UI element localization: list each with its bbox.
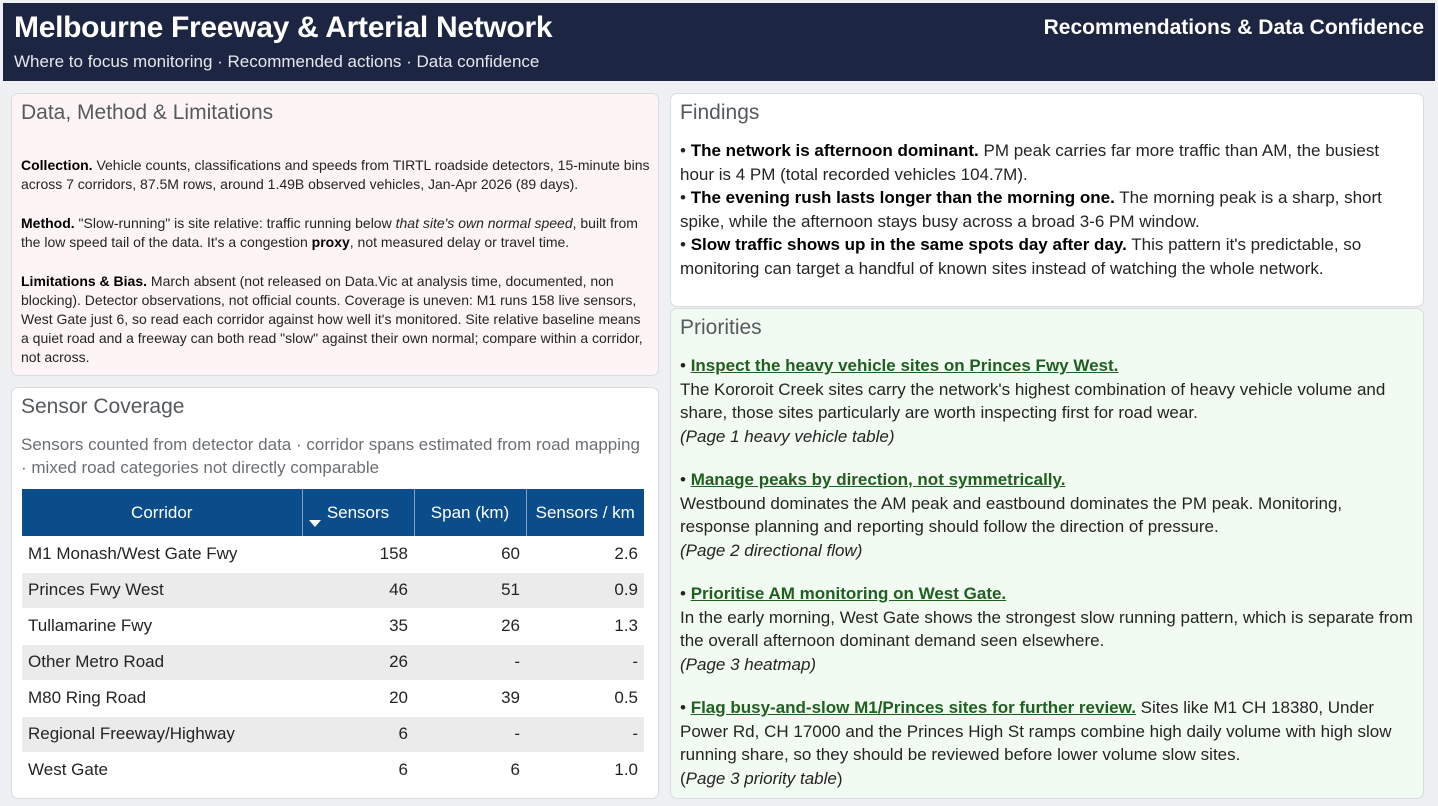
cell-corridor: Princes Fwy West [22,572,302,608]
finding-text: PM peak carries far more traffic than AM, the busiest hour is 4 PM (total recorded vehicles 104.7M). [680,141,1380,184]
finding-headline: The evening rush lasts longer than the morning one. [690,188,1115,207]
method-label: Method. [21,215,75,231]
finding-item [680,186,1415,233]
bullet: • [680,698,691,717]
priority-heading [680,468,1415,492]
cell-sensors: 46 [302,572,414,608]
method-text-bold: proxy [311,234,350,250]
method-paragraph [21,214,651,252]
collection-paragraph [21,156,651,194]
bullet: • [680,356,691,375]
priority-text: The Kororoit Creek sites carry the network's highest combination of heavy vehicle volume and share, those sites particularly are worth inspecting first for road wear. [680,379,1386,422]
priorities-list [680,354,1415,806]
cell-span: 60 [414,536,526,572]
priority-page-reference: (Page 3 heatmap) [680,654,817,674]
sensor-card-title: Sensor Coverage [21,395,185,418]
priority-heading [680,354,1415,378]
cell-sensors-per-km: - [526,716,644,752]
collection-text: Vehicle counts, classifications and speeds from TIRTL roadside detectors, 15-minute bins across 7 corridors, 87.5M rows, around 1.49B observed vehicles, Jan-Apr 2026 (89 days). [21,157,650,192]
priority-link-manage-peaks[interactable]: Manage peaks by direction, not symmetrically. [690,470,1066,489]
finding-headline: The network is afternoon dominant. [690,141,979,160]
priority-link-inspect-heavy-vehicle[interactable]: Inspect the heavy vehicle sites on Princes Fwy West. [690,356,1119,375]
cell-sensors-per-km: 0.5 [526,680,644,716]
priority-text: In the early morning, West Gate shows the strongest slow running pattern, which is separate from the overall afternoon dominant demand seen elsewhere. [680,607,1413,650]
priority-heading [680,696,1415,767]
cell-sensors: 35 [302,608,414,644]
column-header-span[interactable]: Span (km) [414,489,526,536]
cell-corridor: M80 Ring Road [22,680,302,716]
findings-list [680,139,1415,280]
priority-inline-text: Sites like M1 CH 18380, Under Power Rd, CH 17000 and the Princes High St ramps combine high daily volume with high slow running share, so they should be reviewed before lower volume slow sites. [680,698,1392,764]
method-text-2: , built from the low speed tail of the data. It's a congestion [21,215,638,250]
table-header-row [22,489,644,536]
method-card-body [21,156,651,387]
column-header-sensors[interactable] [302,489,414,536]
finding-headline: Slow traffic shows up in the same spots day after day. [690,235,1127,254]
finding-text: The morning peak is a sharp, short spike, while the afternoon stays busy across a broad 3-6 PM window. [680,188,1382,231]
collection-label: Collection. [21,157,93,173]
column-header-corridor[interactable]: Corridor [22,489,302,536]
priority-link-flag-busy-slow[interactable]: Flag busy-and-slow M1/Princes sites for further review. [690,698,1136,717]
bullet: • [680,141,691,160]
cell-span: 26 [414,608,526,644]
method-text-3: , not measured delay or travel time. [349,234,570,250]
table-row[interactable] [22,644,644,680]
limitations-text: March absent (not released on Data.Vic at analysis time, documented, non blocking). Detector observations, not official counts. Coverage is uneven: M1 runs 158 live sensors, West Gate just 6, so read each corridor against how well it's monitored. Site relative baseline means a quiet road and a freeway can both read "slow" against their own normal; compare within a corridor, not across. [21,273,643,365]
cell-corridor: Other Metro Road [22,644,302,680]
cell-corridor: West Gate [22,752,302,788]
table-row[interactable] [22,572,644,608]
priority-item [680,696,1415,790]
bullet: • [680,235,691,254]
page-header [3,3,1435,81]
cell-sensors-per-km: - [526,644,644,680]
findings-card-title: Findings [680,101,760,124]
cell-sensors: 6 [302,752,414,788]
cell-corridor: Tullamarine Fwy [22,608,302,644]
bullet: • [680,584,691,603]
cell-corridor: M1 Monash/West Gate Fwy [22,536,302,572]
priority-page-reference: (Page 1 heavy vehicle table) [680,426,895,446]
table-row[interactable] [22,716,644,752]
cell-sensors: 20 [302,680,414,716]
ref-italic: Page 3 priority table [685,768,837,788]
cell-sensors: 158 [302,536,414,572]
finding-item [680,233,1415,280]
limitations-paragraph [21,272,651,367]
method-text-italic: that site's own normal speed [395,215,573,231]
sensor-table [22,489,644,789]
priorities-card [670,308,1424,799]
cell-corridor: Regional Freeway/Highway [22,716,302,752]
priorities-card-title: Priorities [680,316,762,339]
bullet: • [680,470,691,489]
cell-sensors: 6 [302,716,414,752]
finding-text: This pattern it's predictable, so monitoring can target a handful of known sites instead of watching the whole network. [680,235,1362,278]
sensor-coverage-card [11,387,659,799]
table-row[interactable] [22,608,644,644]
method-card-title: Data, Method & Limitations [21,101,274,124]
method-card [11,93,659,376]
cell-sensors-per-km: 2.6 [526,536,644,572]
table-row[interactable] [22,752,644,788]
cell-span: - [414,644,526,680]
cell-sensors-per-km: 0.9 [526,572,644,608]
cell-span: - [414,716,526,752]
priority-item [680,468,1415,562]
finding-item [680,139,1415,186]
priority-page-reference [680,767,1415,791]
table-row[interactable] [22,680,644,716]
column-header-sensors-per-km[interactable]: Sensors / km [526,489,644,536]
cell-span: 39 [414,680,526,716]
priority-link-prioritise-am-west-gate[interactable]: Prioritise AM monitoring on West Gate. [690,584,1007,603]
sort-desc-icon [309,520,321,527]
sensor-card-note: Sensors counted from detector data · corridor spans estimated from road mapping · mixed road categories not directly comparable [21,435,640,477]
cell-sensors-per-km: 1.0 [526,752,644,788]
bullet: • [680,188,691,207]
table-row[interactable] [22,536,644,572]
findings-card [670,93,1424,307]
limitations-label: Limitations & Bias. [21,273,148,289]
cell-span: 51 [414,572,526,608]
priority-page-reference: (Page 2 directional flow) [680,540,863,560]
ref-prefix: ( [680,768,686,788]
ref-suffix: ) [836,768,843,788]
method-text-1: "Slow-running" is site relative: traffic running below [74,215,396,231]
cell-sensors: 26 [302,644,414,680]
page-subtitle: Where to focus monitoring · Recommended actions · Data confidence [14,52,540,71]
priority-item [680,354,1415,448]
priority-text: Westbound dominates the AM peak and eastbound dominates the PM peak. Monitoring, response planning and reporting should follow the direction of pressure. [680,493,1343,536]
page-title: Melbourne Freeway & Arterial Network [14,11,553,44]
priority-heading [680,582,1415,606]
page-section-title: Recommendations & Data Confidence [1043,16,1424,39]
cell-sensors-per-km: 1.3 [526,608,644,644]
column-header-sensors-label: Sensors [326,502,390,522]
cell-span: 6 [414,752,526,788]
priority-item [680,582,1415,676]
